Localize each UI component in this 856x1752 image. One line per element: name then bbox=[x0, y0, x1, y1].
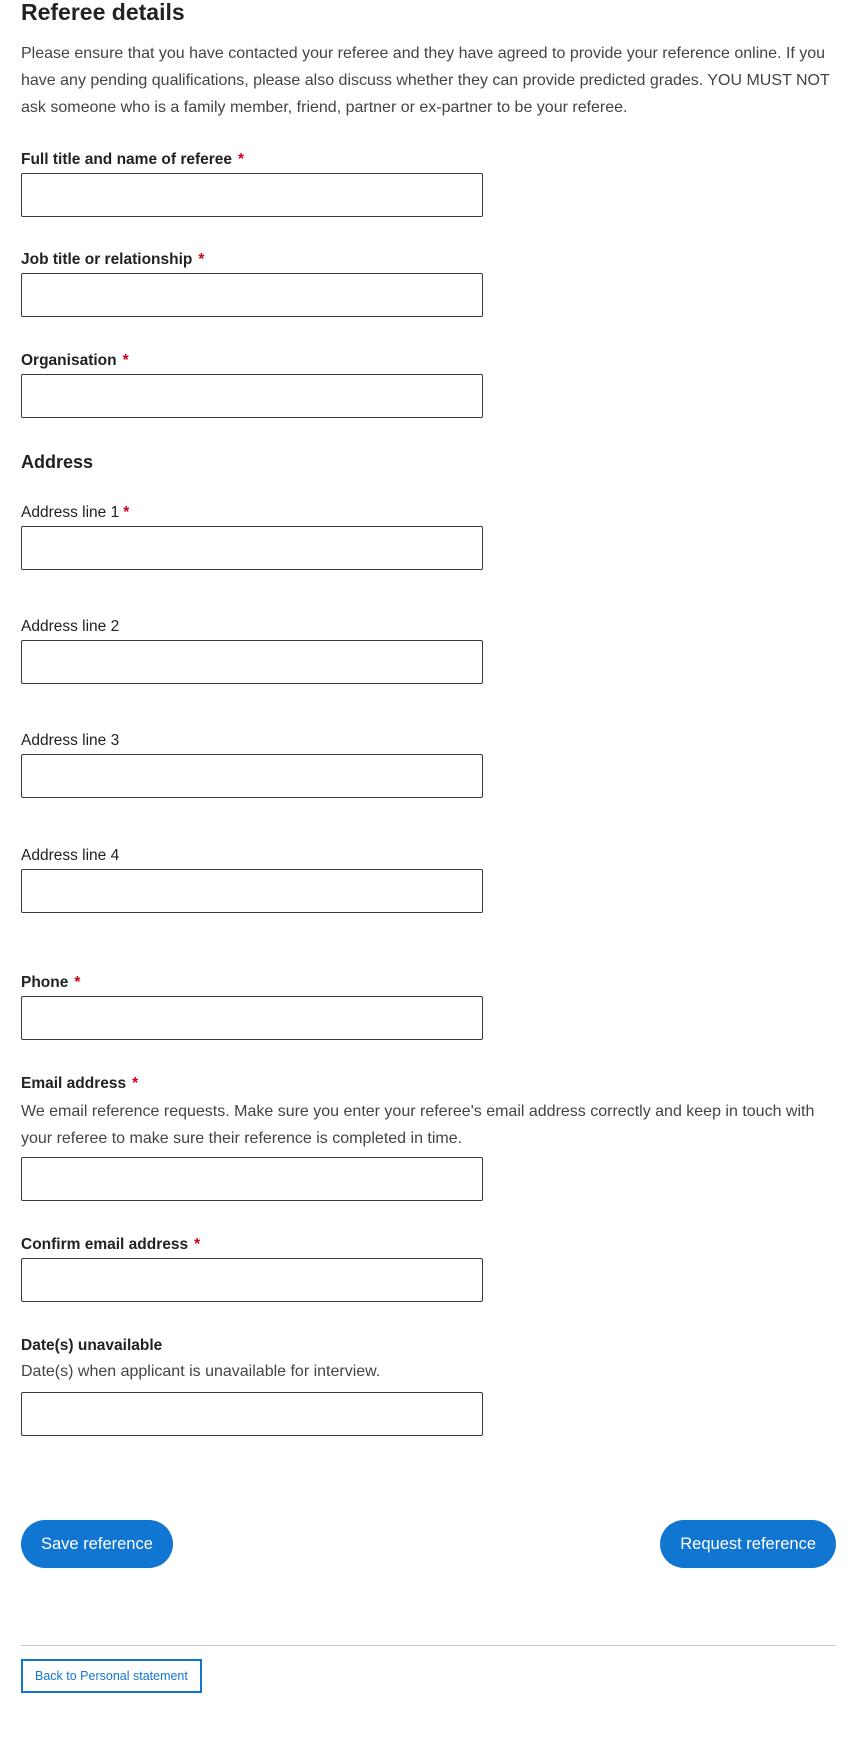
address-line-1-label: Address line 1 * bbox=[21, 504, 130, 521]
field-organisation bbox=[21, 351, 836, 371]
field-address-line-4 bbox=[21, 846, 836, 866]
address-line-2-input[interactable] bbox=[21, 640, 483, 684]
job-title-input[interactable] bbox=[21, 273, 483, 317]
required-asterisk: * bbox=[194, 1236, 201, 1253]
address-heading: Address bbox=[21, 452, 94, 472]
save-reference-button[interactable]: Save reference bbox=[21, 1520, 173, 1568]
intro-text: Please ensure that you have contacted your referee and they have agreed to provide your reference online. If you have any pending qualifications, please also discuss whether they can provide predicted grades. YOU MUST NOT ask someone who is a family member, friend, partner or ex-partner to be your referee. bbox=[21, 45, 830, 116]
required-asterisk: * bbox=[123, 504, 130, 521]
job-title-label: Job title or relationship * bbox=[21, 251, 205, 268]
field-address-line-2 bbox=[21, 617, 836, 637]
page-title: Referee details bbox=[21, 0, 185, 25]
email-hint: We email reference requests. Make sure you enter your referee's email address correctly and keep in touch with your referee to make sure their reference is completed in time. bbox=[21, 1103, 815, 1147]
organisation-input[interactable] bbox=[21, 374, 483, 418]
organisation-label: Organisation * bbox=[21, 352, 129, 369]
dates-unavailable-hint: Date(s) when applicant is unavailable for interview. bbox=[21, 1363, 381, 1380]
email-input[interactable] bbox=[21, 1157, 483, 1201]
address-line-1-input[interactable] bbox=[21, 526, 483, 570]
field-address-line-3 bbox=[21, 731, 836, 751]
address-line-4-label: Address line 4 bbox=[21, 847, 120, 864]
address-line-3-input[interactable] bbox=[21, 754, 483, 798]
address-line-4-input[interactable] bbox=[21, 869, 483, 913]
field-confirm-email bbox=[21, 1235, 836, 1255]
full-name-input[interactable] bbox=[21, 173, 483, 217]
full-name-label: Full title and name of referee * bbox=[21, 151, 245, 168]
request-reference-button[interactable]: Request reference bbox=[660, 1520, 836, 1568]
back-to-personal-statement-button[interactable]: Back to Personal statement bbox=[21, 1659, 202, 1693]
phone-label: Phone * bbox=[21, 974, 81, 991]
dates-unavailable-input[interactable] bbox=[21, 1392, 483, 1436]
address-line-3-label: Address line 3 bbox=[21, 732, 120, 749]
field-job-title bbox=[21, 250, 836, 270]
field-full-name bbox=[21, 150, 836, 170]
required-asterisk: * bbox=[198, 251, 205, 268]
required-asterisk: * bbox=[74, 974, 81, 991]
field-phone bbox=[21, 973, 836, 993]
dates-unavailable-label: Date(s) unavailable bbox=[21, 1337, 163, 1354]
confirm-email-input[interactable] bbox=[21, 1258, 483, 1302]
field-dates-unavailable bbox=[21, 1336, 836, 1385]
email-label: Email address * bbox=[21, 1075, 139, 1092]
required-asterisk: * bbox=[122, 352, 129, 369]
phone-input[interactable] bbox=[21, 996, 483, 1040]
footer-divider bbox=[21, 1645, 836, 1646]
field-address-line-1 bbox=[21, 503, 836, 523]
required-asterisk: * bbox=[132, 1075, 139, 1092]
field-email bbox=[21, 1074, 836, 1152]
required-asterisk: * bbox=[238, 151, 245, 168]
address-line-2-label: Address line 2 bbox=[21, 618, 120, 635]
confirm-email-label: Confirm email address * bbox=[21, 1236, 201, 1253]
